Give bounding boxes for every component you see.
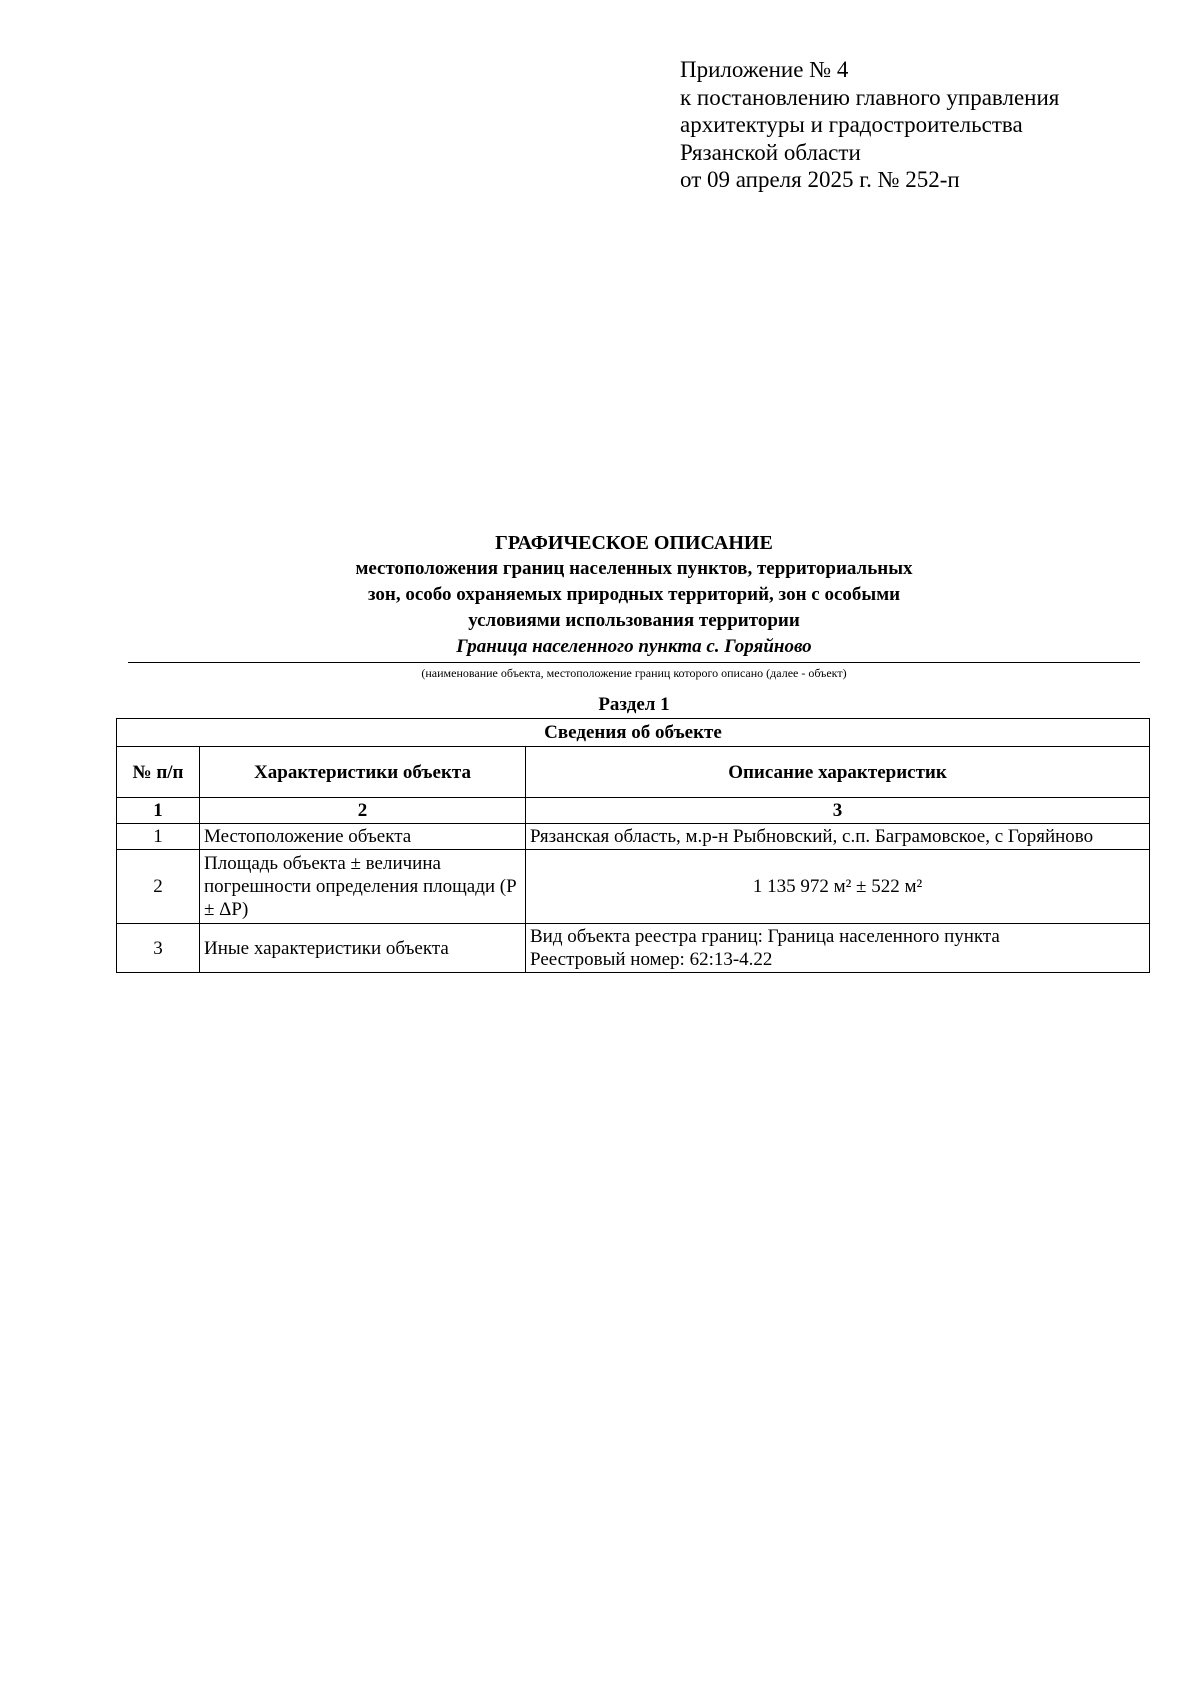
column-number: 1 <box>117 798 200 824</box>
section-title: Раздел 1 <box>598 694 670 715</box>
row-num: 3 <box>117 924 200 973</box>
document-subtitle-line: условиями использования территории <box>468 610 800 631</box>
row-characteristic: Местоположение объекта <box>200 824 526 850</box>
row-characteristic: Площадь объекта ± величина погрешности определения площади (P ± ΔP) <box>200 850 526 924</box>
row-description-line: Реестровый номер: 62:13-4.22 <box>530 949 773 970</box>
document-subtitle-line: зон, особо охраняемых природных территорий, зон с особыми <box>367 584 901 605</box>
object-info-table <box>116 718 1150 973</box>
table-row <box>117 850 1150 924</box>
object-name: Граница населенного пункта с. Горяйново <box>128 634 1140 663</box>
row-num: 1 <box>117 824 200 850</box>
header-characteristics: Характеристики объекта <box>200 747 526 798</box>
appendix-block <box>680 56 1150 194</box>
table-row <box>117 924 1150 973</box>
appendix-line: к постановлению главного управления <box>680 84 1060 110</box>
column-number-row <box>117 798 1150 824</box>
appendix-line: Рязанской области <box>680 139 861 165</box>
title-block <box>0 530 1200 634</box>
document-subtitle-line: местоположения границ населенных пунктов, территориальных <box>355 558 913 579</box>
row-num: 2 <box>117 850 200 924</box>
row-description: Рязанская область, м.р-н Рыбновский, с.п. Баграмовское, с Горяйново <box>526 824 1150 850</box>
document-title: ГРАФИЧЕСКОЕ ОПИСАНИЕ <box>495 532 773 554</box>
header-num: № п/п <box>117 747 200 798</box>
object-caption: (наименование объекта, местоположение границ которого описано (далее - объект) <box>421 666 847 680</box>
table-row <box>117 824 1150 850</box>
column-number: 2 <box>200 798 526 824</box>
row-description: 1 135 972 м² ± 522 м² <box>526 850 1150 924</box>
appendix-line: архитектуры и градостроительства <box>680 112 1023 137</box>
table-caption: Сведения об объекте <box>117 719 1150 747</box>
appendix-line: от 09 апреля 2025 г. № 252-п <box>680 167 960 192</box>
table-header-row <box>117 747 1150 798</box>
header-description: Описание характеристик <box>526 747 1150 798</box>
row-description <box>526 924 1150 973</box>
appendix-line: Приложение № 4 <box>680 57 849 82</box>
row-characteristic: Иные характеристики объекта <box>200 924 526 973</box>
table-caption-row <box>117 719 1150 747</box>
column-number: 3 <box>526 798 1150 824</box>
row-description-line: Вид объекта реестра границ: Граница населенного пункта <box>530 926 1000 947</box>
